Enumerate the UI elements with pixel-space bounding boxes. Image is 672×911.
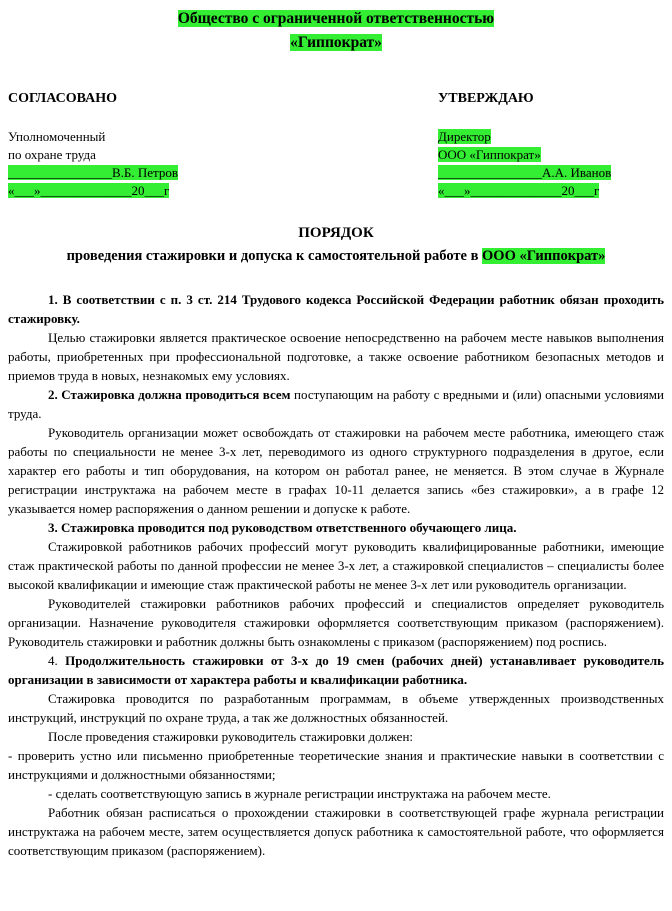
document-subtitle: [0, 248, 672, 265]
approved-position-line1: Директор: [438, 129, 491, 144]
section-4-paragraph-2: После проведения стажировки руководитель стажировки должен:: [48, 729, 414, 744]
section-1-paragraph: Целью стажировки является практическое освоение непосредственно на рабочем месте навыков выполнения работы, приобретенных при профессиональной подготовке, а также освоение работником безопасных методов и приемов труда в новых, незнакомых ему условиях.: [8, 330, 664, 383]
document-body: [8, 290, 664, 860]
document-title: ПОРЯДОК: [298, 225, 374, 241]
agreed-signature-line: ________________В.Б. Петров: [8, 165, 179, 180]
agreed-date-line: «___»______________20___г: [8, 183, 170, 198]
organization-name-line2: «Гиппократ»: [290, 34, 382, 51]
section-3-paragraph-1: Стажировкой работников рабочих профессий могут руководить квалифицированные работники, имеющие стаж практической работы по данной профессии не менее 3-х лет, а стажировкой специалистов – специалисты более высокой квалификации и имеющие стаж практической работы не менее 3-х лет или руководитель организации.: [8, 539, 664, 592]
agreed-block: [8, 128, 178, 200]
approved-date-line: «___»______________20___г: [438, 183, 600, 198]
section-3-paragraph-2: Руководителей стажировки работников рабочих профессий и специалистов определяет руководитель организации. Назначение руководителя стажировки оформляется соответствующим приказом (распоряжением). Руководитель стажировки и работник должны быть ознакомлены с приказом (распоряжением) под роспись.: [8, 596, 664, 649]
document-subtitle-text: проведения стажировки и допуска к самостоятельной работе в: [66, 248, 483, 264]
section-2-bold: 2. Стажировка должна проводиться всем: [48, 387, 291, 402]
section-2-rest: поступающим на работу с вредными и (или) опасными условиями труда.: [8, 387, 664, 421]
agreed-heading: СОГЛАСОВАНО: [8, 91, 117, 106]
approved-block: [438, 128, 611, 200]
organization-header: [0, 8, 672, 53]
section-4-bold: Продолжительность стажировки от 3-х до 19 смен (рабочих дней) устанавливает руководитель организации в зависимости от характера работы и квалификации работника.: [8, 653, 664, 687]
section-1-heading: 1. В соответствии с п. 3 ст. 214 Трудового кодекса Российской Федерации работник обязан проходить стажировку.: [8, 292, 664, 326]
section-4-list-item-2: - сделать соответствующую запись в журнале регистрации инструктажа на рабочем месте.: [48, 786, 551, 801]
approved-heading: УТВЕРЖДАЮ: [438, 91, 534, 106]
section-2-heading: [8, 385, 664, 423]
document-subtitle-org: ООО «Гиппократ»: [482, 248, 606, 264]
agreed-position-line1: Уполномоченный: [8, 129, 106, 144]
section-4-list-item-1: - проверить устно или письменно приобретенные теоретические знания и практические навыки в соответствии с инструкциями и должностными обязанностями;: [8, 748, 664, 782]
section-3-heading: 3. Стажировка проводится под руководством ответственного обучающего лица.: [48, 520, 517, 535]
section-2-paragraph: Руководитель организации может освобождать от стажировки на рабочем месте работника, имеющего стаж работы по специальности не менее 3-х лет, переводимого из одного структурного подразделения в другое, если характер его работы и тип оборудования, на котором он работал ранее, не меняется. В этом случае в Журнале регистрации инструктажа на рабочем месте в графах 10-11 делается запись «без стажировки», а в графе 12 указывается номер распоряжения о данном решении и допуске к работе.: [8, 425, 664, 516]
section-4-number: 4.: [48, 653, 66, 668]
section-4-heading: [8, 651, 664, 689]
section-4-paragraph-3: Работник обязан расписаться о прохождении стажировки в соответствующей графе журнала регистрации инструктажа на рабочем месте, затем осуществляется допуск работника к самостоятельной работе, что оформляется соответствующим приказом (распоряжением).: [8, 805, 664, 858]
section-4-paragraph-1: Стажировка проводится по разработанным программам, в объеме утвержденных производственных инструкций, инструкций по охране труда, а так же должностных обязанностей.: [8, 691, 664, 725]
approved-signature-line: ________________А.А. Иванов: [438, 165, 612, 180]
organization-name-line1: Общество с ограниченной ответственностью: [177, 10, 495, 27]
agreed-position-line2: по охране труда: [8, 147, 96, 162]
approved-position-line2: ООО «Гиппократ»: [438, 147, 541, 162]
